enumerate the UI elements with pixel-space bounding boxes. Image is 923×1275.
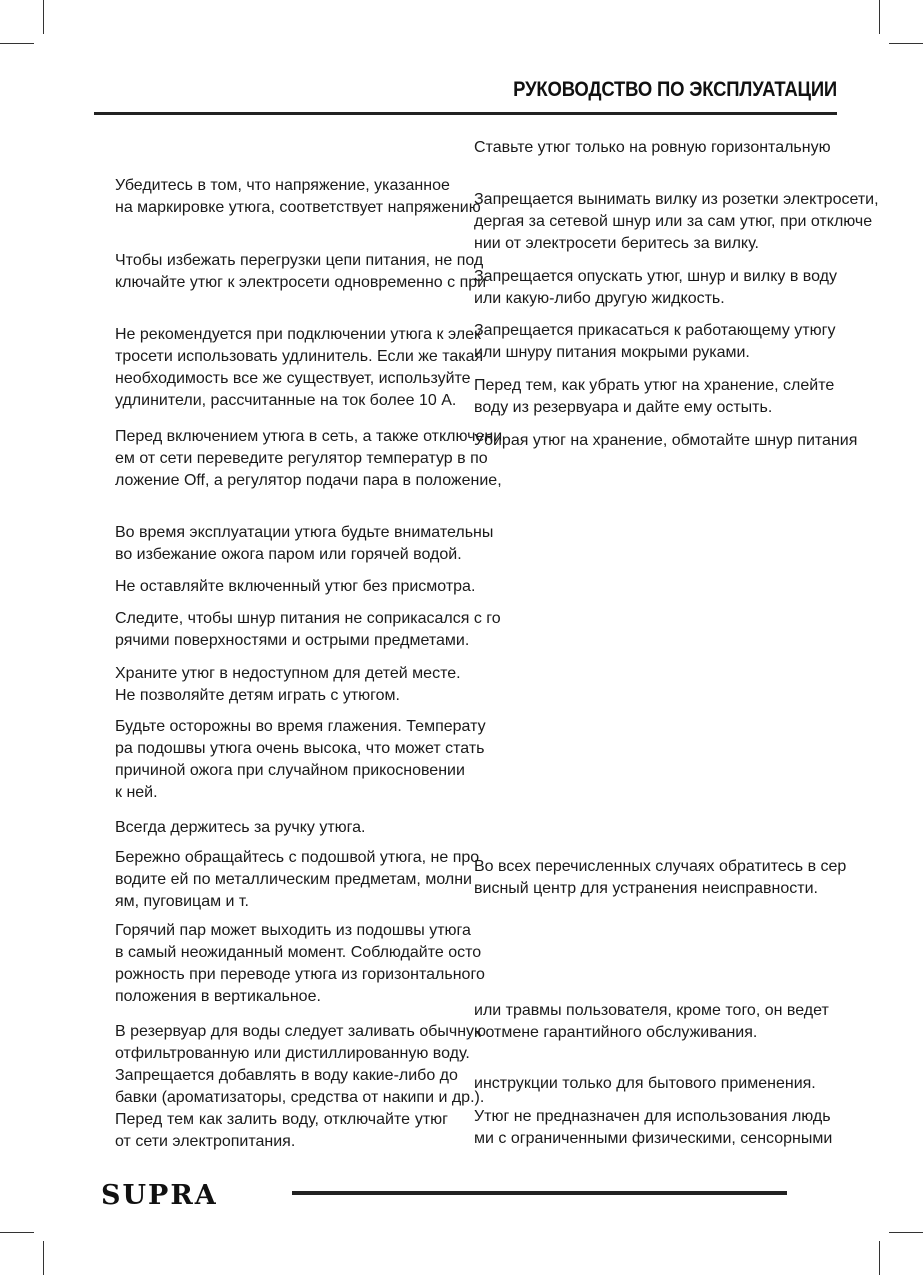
right-paragraph xyxy=(474,266,837,310)
text-line: Во время эксплуатации утюга будьте внимательны xyxy=(115,524,494,541)
text-line: на маркировке утюга, соответствует напряжению xyxy=(115,199,481,216)
left-paragraph xyxy=(115,716,486,804)
text-line: Утюг не предназначен для использования людь xyxy=(474,1108,831,1125)
text-line: Ставьте утюг только на ровную горизонтальную xyxy=(474,139,831,156)
text-line: положения в вертикальное. xyxy=(115,988,321,1005)
text-line: тросети использовать удлинитель. Если же такая xyxy=(115,348,484,365)
text-line: Будьте осторожны во время глажения. Температу xyxy=(115,718,486,735)
text-line: или травмы пользователя, кроме того, он ведет xyxy=(474,1002,829,1019)
text-line: рячими поверхностями и острыми предметами. xyxy=(115,632,470,649)
text-line: водите ей по металлическим предметам, молни xyxy=(115,871,472,888)
text-line: необходимость все же существует, используйте xyxy=(115,370,471,387)
text-line: Бережно обращайтесь с подошвой утюга, не про xyxy=(115,849,480,866)
right-paragraph xyxy=(474,189,879,255)
crop-mark xyxy=(879,1241,880,1275)
text-line: ми с ограниченными физическими, сенсорными xyxy=(474,1130,833,1147)
text-line: ра подошвы утюга очень высока, что может стать xyxy=(115,740,485,757)
text-line: Храните утюг в недоступном для детей месте. xyxy=(115,665,461,682)
right-paragraph xyxy=(474,320,836,364)
text-line: или шнуру питания мокрыми руками. xyxy=(474,344,750,361)
text-line: ям, пуговицам и т. xyxy=(115,893,249,910)
text-line: к ней. xyxy=(115,784,158,801)
left-paragraph xyxy=(115,608,501,652)
text-line: от сети электропитания. xyxy=(115,1133,296,1150)
left-paragraph xyxy=(115,1021,487,1153)
right-paragraph xyxy=(474,856,847,900)
text-line: ложение Off, а регулятор подачи пара в положение, xyxy=(115,472,502,489)
text-line: Чтобы избежать перегрузки цепи питания, не под xyxy=(115,252,484,269)
text-line: во избежание ожога паром или горячей водой. xyxy=(115,546,462,563)
left-paragraph xyxy=(115,663,461,707)
left-paragraph xyxy=(115,522,494,566)
text-line: Во всех перечисленных случаях обратитесь в сер xyxy=(474,858,847,875)
crop-mark xyxy=(889,43,923,44)
text-line: Запрещается опускать утюг, шнур и вилку в воду xyxy=(474,268,837,285)
page-title: РУКОВОДСТВО ПО ЭКСПЛУАТАЦИИ xyxy=(513,78,837,101)
right-paragraph xyxy=(474,137,831,159)
right-paragraph xyxy=(474,1073,816,1095)
text-line: Перед тем как залить воду, отключайте утюг xyxy=(115,1111,448,1128)
text-line: В резервуар для воды следует заливать обычную xyxy=(115,1023,487,1040)
right-paragraph xyxy=(474,1106,833,1150)
text-line: Перед включением утюга в сеть, а также отключени xyxy=(115,428,503,445)
text-line: причиной ожога при случайном прикосновении xyxy=(115,762,465,779)
text-line: нии от электросети беритесь за вилку. xyxy=(474,235,759,252)
left-paragraph xyxy=(115,175,481,219)
left-paragraph xyxy=(115,576,476,598)
right-paragraph xyxy=(474,375,835,419)
text-line: Перед тем, как убрать утюг на хранение, слейте xyxy=(474,377,835,394)
text-line: отфильтрованную или дистиллированную воду. xyxy=(115,1045,470,1062)
text-line: или какую-либо другую жидкость. xyxy=(474,290,725,307)
crop-mark xyxy=(43,1241,44,1275)
brand-logo: SUPRA xyxy=(101,1180,218,1211)
text-line: ем от сети переведите регулятор температур в по xyxy=(115,450,488,467)
text-line: в самый неожиданный момент. Соблюдайте осто xyxy=(115,944,482,961)
text-line: Запрещается прикасаться к работающему утюгу xyxy=(474,322,836,339)
text-line: инструкции только для бытового применения. xyxy=(474,1075,816,1092)
text-line: Следите, чтобы шнур питания не соприкасался с го xyxy=(115,610,501,627)
crop-mark xyxy=(0,43,34,44)
text-line: висный центр для устранения неисправности. xyxy=(474,880,818,897)
text-line: удлинители, рассчитанные на ток более 10 А. xyxy=(115,392,457,409)
crop-mark xyxy=(889,1232,923,1233)
left-paragraph xyxy=(115,847,480,913)
text-line: ключайте утюг к электросети одновременно с при xyxy=(115,274,487,291)
right-paragraph xyxy=(474,430,858,452)
left-paragraph xyxy=(115,817,448,839)
text-line: рожность при переводе утюга из горизонтального xyxy=(115,966,485,983)
text-line: Не позволяйте детям играть с утюгом. xyxy=(115,687,400,704)
text-line: Запрещается добавлять в воду какие-либо до xyxy=(115,1067,458,1084)
text-line: бавки (ароматизаторы, средства от накипи и др.). xyxy=(115,1089,485,1106)
footer-divider xyxy=(292,1191,787,1195)
left-paragraph xyxy=(115,324,484,412)
text-line: Запрещается вынимать вилку из розетки электросети, xyxy=(474,191,879,208)
left-paragraph xyxy=(115,426,503,492)
crop-mark xyxy=(43,0,44,34)
left-paragraph xyxy=(115,920,485,1008)
crop-mark xyxy=(879,0,880,34)
left-paragraph xyxy=(115,250,487,294)
text-line: Горячий пар может выходить из подошвы утюга xyxy=(115,922,471,939)
text-line: Всегда держитесь за ручку утюга. xyxy=(115,819,366,836)
right-paragraph xyxy=(474,1000,829,1044)
text-line: Убедитесь в том, что напряжение, указанное xyxy=(115,177,450,194)
text-line: Не рекомендуется при подключении утюга к элек xyxy=(115,326,481,343)
crop-mark xyxy=(0,1232,34,1233)
text-line: дергая за сетевой шнур или за сам утюг, при отключе xyxy=(474,213,873,230)
header-divider xyxy=(94,112,837,115)
text-line: к отмене гарантийного обслуживания. xyxy=(474,1024,758,1041)
text-line: Убирая утюг на хранение, обмотайте шнур питания xyxy=(474,432,858,449)
text-line: воду из резервуара и дайте ему остыть. xyxy=(474,399,773,416)
text-line: Не оставляйте включенный утюг без присмотра. xyxy=(115,578,476,595)
